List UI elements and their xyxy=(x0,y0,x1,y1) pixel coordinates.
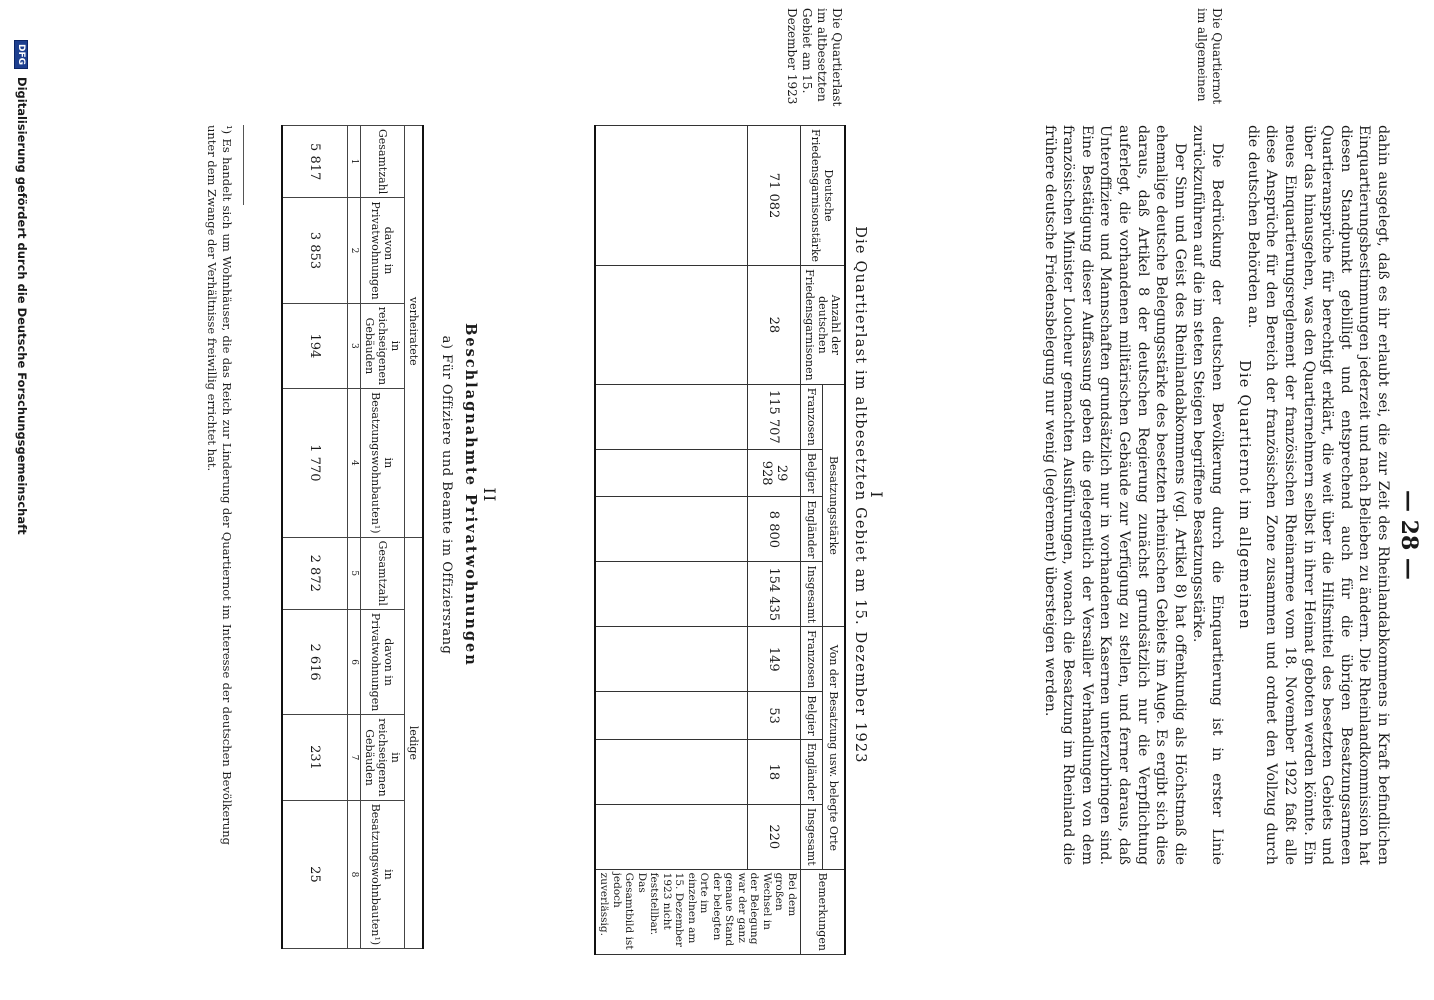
blank-cell xyxy=(595,627,747,692)
body-paragraphs xyxy=(1040,125,1226,865)
th-remarks: Bemerkungen xyxy=(801,869,846,954)
cell-married-reich: 194 xyxy=(282,303,348,388)
th-garrison-count: Anzahl der deutschen Friedensgarnisonen xyxy=(801,266,846,385)
margin-note-table1: Die Quartierlast im altbesetzten Gebiet am 15. Dezember 1923 xyxy=(785,8,844,107)
cell-single-total: 2 872 xyxy=(282,537,348,609)
col-number: 5 xyxy=(348,537,361,609)
cell-places-english: 18 xyxy=(747,739,800,804)
th-married-occupation: in Besatzungswohnbauten¹) xyxy=(361,389,405,537)
intro-text: dahin ausgelegt, daß es ihr erlaubt sei, die zur Zeit des Rheinlandabkommens in Kraft befindlichen Einquartierungsbestimmungen jederzeit und nach Belieben zu ändern. Die Rheinlandkommission hat diesen Standpunkt gebilligt und entsprechend auch für die übrigen Besatzungsarmeen Quartieransprüche für berechtigt erklärt, die weit über die Hilfsmittel des besetzten Gebiets und über das hinausgehen, was den Quartiernehmern selbst in ihrer Heimat geboten werden könnte. Ein neues Einquartierungsreglement der französischen Rheinarmee vom 18. November 1922 faßt alle diese Ansprüche für den Bereich der französischen Zone zusammen und ordnet den Vollzug durch die deutschen Behörden an. xyxy=(1244,125,1391,865)
table1-title: Die Quartierlast im altbesetzten Gebiet am 15. Dezember 1923 xyxy=(852,226,868,764)
table2-title: Beschlagnahmte Privatwohnungen xyxy=(462,323,479,667)
paragraph-1: Die Bedrückung der deutschen Bevölkerung durch die Einquartierung ist in erster Linie zurückzuführen auf die im steten Steigen begriffene Besatzungsstärke. xyxy=(1190,125,1225,865)
footer-text: Digitalisierung gefördert durch die Deutsche Forschungsgemeinschaft xyxy=(15,77,29,535)
dfg-logo-icon: DFG xyxy=(15,40,29,69)
cell-single-reich: 231 xyxy=(282,715,348,800)
section-heading: Die Quartiernot im allgemeinen xyxy=(1236,360,1252,630)
col-number: 3 xyxy=(348,303,361,388)
th-places-total: Insgesamt xyxy=(801,804,823,869)
th-single-reich: in reichseigenen Gebäuden xyxy=(361,715,405,800)
col-number: 8 xyxy=(348,800,361,948)
cell-places-french: 149 xyxy=(747,627,800,692)
blank-cell xyxy=(595,126,747,266)
th-married-reich: in reichseigenen Gebäuden xyxy=(361,303,405,388)
th-married: verheiratete xyxy=(405,126,424,538)
section-roman-1: I xyxy=(867,491,886,499)
footnote: ¹) Es handelt sich um Wohnhäuser, die das Reich zur Linderung der Quartiernot im Interesse der deutschen Bevölkerung unter dem Zwange der Verhältnisse freiwillig errichtet hat. xyxy=(205,125,234,845)
th-married-total: Gesamtzahl xyxy=(361,126,405,198)
th-places-english: Engländer xyxy=(801,739,823,804)
th-married-private: davon in Privatwohnungen xyxy=(361,198,405,303)
col-number: 1 xyxy=(348,126,361,198)
th-single-private: davon in Privatwohnungen xyxy=(361,609,405,714)
th-total: Insgesamt xyxy=(801,562,823,627)
col-number: 6 xyxy=(348,609,361,714)
th-belgian: Belgier xyxy=(801,449,823,496)
page-number: — 28 — xyxy=(1396,490,1422,580)
requisitioned-housing-table xyxy=(281,125,424,949)
paragraph-2: Der Sinn und Geist des Rheinlandabkommens (vgl. Artikel 8) hat offenkundig als Höchstmaß die ehemalige deutsche Belegungsstärke des besetzten rheinischen Gebiets im Auge. Es ergibt sich dies daraus, daß Artikel 8 der deutschen Regierung zunächst grundsätzlich nur die Verpflichtung auferlegt, die vorhandenen militärischen Gebäude zur Verfügung zu stellen, und ferner daraus, daß Unteroffiziere und Mannschaften grundsätzlich nur in vorhandenen Kasernen unterzubringen sind. Eine Bestätigung dieser Auffassung geben die gelegentlich der Versailler Verhandlungen von dem französischen Minister Loucheur gemachten Ausführungen, wonach die Besatzung im Rheinland die frühere deutsche Friedensbelegung nur wenig (legèrement) übersteigen werden. xyxy=(1041,125,1188,865)
cell-english: 8 800 xyxy=(747,497,800,562)
footnote-divider xyxy=(243,125,244,205)
digitization-footer xyxy=(15,40,30,535)
section-roman-2: II xyxy=(480,487,499,503)
th-occupation-strength: Besatzungsstärke xyxy=(822,384,845,626)
table2-subtitle: a) Für Offiziere und Beamte im Offiziersrang xyxy=(439,335,454,655)
cell-married-total: 5 817 xyxy=(282,126,348,198)
th-single-total: Gesamtzahl xyxy=(361,537,405,609)
col-number: 4 xyxy=(348,389,361,537)
blank-cell xyxy=(595,739,747,804)
table-row-blank xyxy=(595,126,747,955)
blank-cell xyxy=(595,449,747,496)
cell-married-occupation: 1 770 xyxy=(282,389,348,537)
cell-married-private: 3 853 xyxy=(282,198,348,303)
intro-paragraph xyxy=(1243,125,1392,865)
cell-garrison-count: 28 xyxy=(747,266,800,385)
cell-places-total: 220 xyxy=(747,804,800,869)
blank-cell xyxy=(595,804,747,869)
th-occupied-places: Von der Besatzung usw. belegte Orte xyxy=(822,627,845,869)
cell-belgian: 29 928 xyxy=(747,449,800,496)
th-single: ledige xyxy=(405,537,424,949)
column-number-row xyxy=(348,126,361,949)
cell-single-private: 2 616 xyxy=(282,609,348,714)
col-number: 2 xyxy=(348,198,361,303)
cell-single-occupation: 25 xyxy=(282,800,348,948)
table-row xyxy=(747,126,800,955)
quartering-table xyxy=(594,125,846,955)
th-places-french: Franzosen xyxy=(801,627,823,692)
cell-german-strength: 71 082 xyxy=(747,126,800,266)
cell-remarks: Bei dem großen Wechsel in der Belegung war der ganz genaue Stand der belegten Orte im einzelnen am 15. Dezember 1923 nicht feststellbar. Das Gesamtbild ist jedoch zuverlässig. xyxy=(595,869,801,954)
table-row xyxy=(282,126,348,949)
cell-french: 115 707 xyxy=(747,384,800,449)
th-single-occupation: in Besatzungswohnbauten¹) xyxy=(361,800,405,948)
cell-places-belgian: 53 xyxy=(747,692,800,739)
cell-total: 154 435 xyxy=(747,562,800,627)
margin-note-general: Die Quartiernot im allgemeinen xyxy=(1195,8,1224,105)
blank-cell xyxy=(595,562,747,627)
th-english: Engländer xyxy=(801,497,823,562)
blank-cell xyxy=(595,266,747,385)
blank-cell xyxy=(595,692,747,739)
th-places-belgian: Belgier xyxy=(801,692,823,739)
th-french: Franzosen xyxy=(801,384,823,449)
th-german-strength: Deutsche Friedensgarnisonstärke xyxy=(801,126,846,266)
blank-cell xyxy=(595,384,747,449)
blank-cell xyxy=(595,497,747,562)
col-number: 7 xyxy=(348,715,361,800)
